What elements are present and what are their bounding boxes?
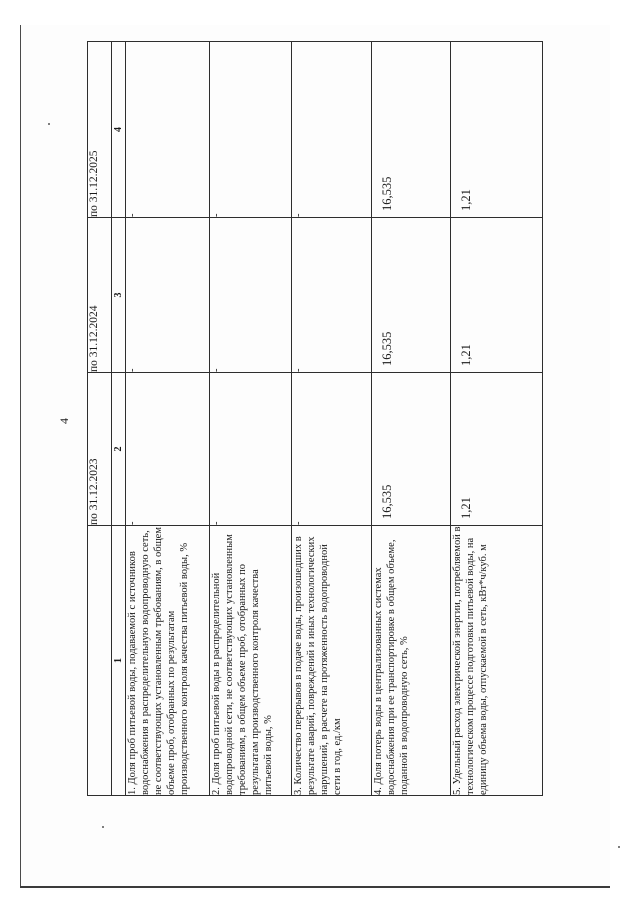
indicators-table-rotated (87, 42, 542, 796)
indicator-value: - (292, 42, 372, 218)
column-number: 4 (112, 42, 126, 218)
scan-edge-left (20, 25, 21, 888)
indicator-value: 16,535 (372, 42, 451, 218)
table-row (210, 42, 292, 796)
indicator-value: 1,21 (451, 42, 543, 218)
indicator-value: - (210, 42, 292, 218)
indicator-value: - (292, 373, 372, 526)
header-cell-indicator (88, 526, 112, 796)
indicator-value: 1,21 (451, 373, 543, 526)
indicator-label: 5. Удельный расход электрической энергии, потребляемой в технологическом процессе подготовки питьевой воды, на единицу объема воды, отпускаемой в сеть, кВт*ч/куб. м (451, 526, 543, 796)
table-row (451, 42, 543, 796)
header-row (88, 42, 112, 796)
indicator-label: 1. Доля проб питьевой воды, подаваемой с источников водоснабжения в распределительную водопроводную сеть, не соответствующих установленным требованиям, в общем объеме проб, отобранных по результатам производственного контроля качества питьевой воды, % (126, 526, 210, 796)
column-number: 1 (112, 526, 126, 796)
indicator-label: 4. Доля потерь воды в централизованных системах водоснабжения при ее транспортировке в общем объеме, поданной в водопроводную сеть, % (372, 526, 451, 796)
indicator-value: - (126, 373, 210, 526)
table-row (126, 42, 210, 796)
indicator-value: - (210, 373, 292, 526)
indicator-value: - (126, 42, 210, 218)
indicator-value: 16,535 (372, 373, 451, 526)
table-row (292, 42, 372, 796)
indicator-value: 16,535 (372, 218, 451, 373)
table-row (372, 42, 451, 796)
header-cell-2024: по 31.12.2024 (88, 218, 112, 373)
indicators-table (87, 41, 543, 796)
indicator-value: 1,21 (451, 218, 543, 373)
column-number: 3 (112, 218, 126, 373)
page-number: 4 (57, 418, 71, 424)
scan-speck (102, 826, 104, 828)
indicator-value: - (210, 218, 292, 373)
indicator-label: 2. Доля проб питьевой воды в распределительной водопроводной сети, не соответствующих установленным требованиям, в общем объеме проб, отобранных по результатам производственного контроля качества питьевой воды, % (210, 526, 292, 796)
header-cell-2023: по 31.12.2023 (88, 373, 112, 526)
indicator-value: - (292, 218, 372, 373)
indicator-label: 3. Количество перерывов в подаче воды, произошедших в результате аварий, повреждений и иных технологических нарушений, в расчете на протяженность водопроводной сети в год, ед./км (292, 526, 372, 796)
indicator-value: - (126, 218, 210, 373)
scan-edge-bottom (20, 886, 610, 888)
header-cell-2025: по 31.12.2025 (88, 42, 112, 218)
scan-speck (618, 846, 620, 848)
column-number: 2 (112, 373, 126, 526)
scan-speck (48, 123, 50, 125)
column-number-row (112, 42, 126, 796)
